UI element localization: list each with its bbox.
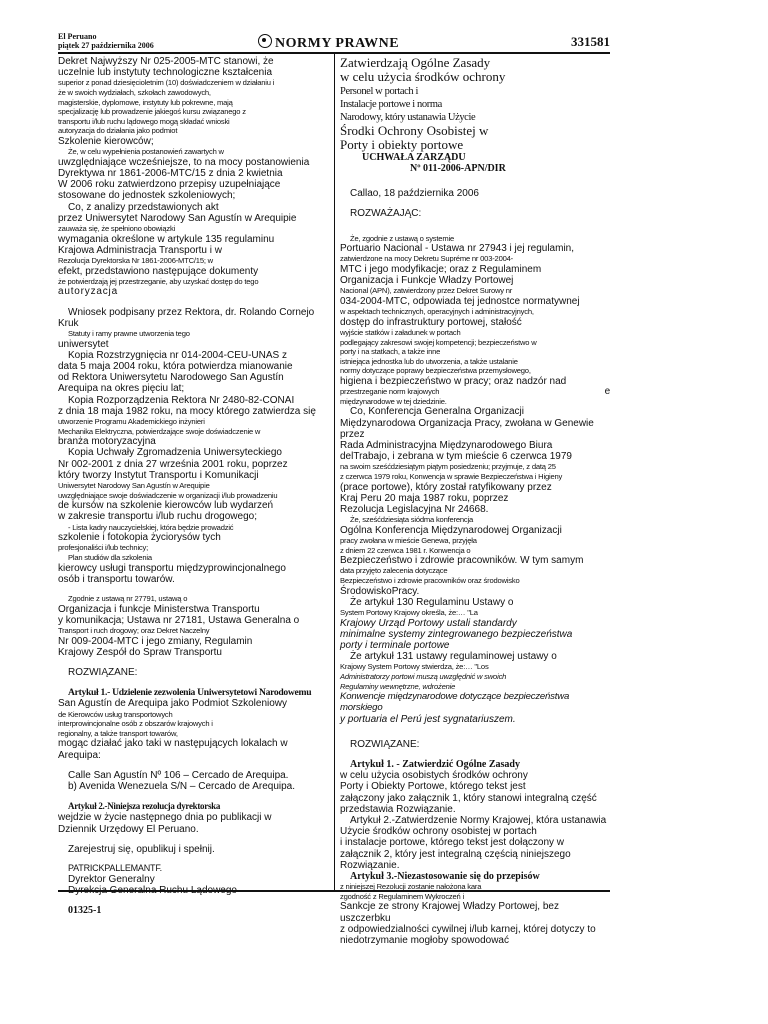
text-line: istniejąca jednostka lub do utworzenia, a także ustalanie bbox=[340, 356, 518, 366]
text-line: Mechanika Elektryczna, potwierdzające swoje doświadczenie w bbox=[58, 426, 261, 436]
text-line: Krajowy Zespół do Spraw Transportu bbox=[58, 646, 222, 658]
article-heading: Artykuł 1.- Udzielenie zezwolenia Uniwersytetowi Narodowemu bbox=[68, 687, 312, 699]
text-line: Transport i ruch drogowy; oraz Dekret Naczelny bbox=[58, 625, 210, 635]
text-line: Rezolucja Dyrektorska Nr 1861-2006-MTC/15; w bbox=[58, 255, 213, 265]
quoted-line: minimalne systemy zintegrowanego bezpieczeństwa bbox=[340, 628, 573, 640]
text-line: Co, z analizy przedstawionych akt bbox=[68, 201, 219, 213]
text-line: uwzględniające swoje doświadczenie w organizacji i/lub prowadzeniu bbox=[58, 490, 278, 500]
quoted-line: Konwencje międzynarodowe dotyczące bezpieczeństwa morskiego bbox=[340, 691, 570, 714]
text-line: (prace portowe), który został ratyfikowany przez bbox=[340, 481, 552, 493]
text-line: Plan studiów dla szkolenia bbox=[68, 552, 152, 562]
text-line: San Agustín de Arequipa jako Podmiot Szkoleniowy bbox=[58, 698, 288, 710]
article-title-line: w celu użycia środków ochrony bbox=[340, 69, 506, 85]
text-line: data przyjęto zalecenia dotyczące bbox=[340, 566, 448, 576]
text-line: Portuario Nacional - Ustawa nr 27943 i jej regulamin, bbox=[340, 243, 575, 255]
article-title-line: Środki Ochrony Osobistej w bbox=[340, 122, 489, 138]
text-line: profesjonaliści i/lub technicy; bbox=[58, 543, 149, 553]
text-line: Że artykuł 131 ustawy regulaminowej ustawy o bbox=[350, 651, 557, 663]
resolution-heading: ROZWIĄZANE: bbox=[68, 666, 138, 678]
text-line: i instalacje portowe, którego tekst jest dołączony w bbox=[340, 837, 564, 849]
text-line: Że artykuł 130 Regulaminu Ustawy o bbox=[350, 596, 514, 608]
text-line: Że, sześćdziesiąta siódma konferencja bbox=[350, 515, 474, 525]
text-line: Statuty i ramy prawne utworzenia tego bbox=[68, 328, 190, 338]
text-line: że potwierdzają jej przestrzeganie, aby uzyskać dostęp do tego bbox=[58, 276, 259, 286]
text-line: Porty i Obiekty Portowe, którego tekst jest bbox=[340, 781, 526, 793]
text-line: kierowcy usługi transportu międzyprowincjonalnego bbox=[58, 562, 286, 574]
resolution-title: UCHWAŁA ZARZĄDU bbox=[362, 152, 466, 164]
text-line: efekt, przedstawiono następujące dokumenty bbox=[58, 265, 259, 277]
text-line: zatwierdzone na mocy Dekretu Supréme nr 003-2004- bbox=[340, 254, 513, 264]
text-line: Dyrektywa nr 1861-2006-MTC/15 z dnia 2 kwietnia bbox=[58, 167, 283, 179]
text-line: z odpowiedzialności cywilnej i/lub karnej, której dotyczy to bbox=[340, 923, 596, 935]
text-line: Szkolenie kierowców; bbox=[58, 135, 154, 147]
text-line: data 5 maja 2004 roku, która potwierdza mianowanie bbox=[58, 360, 293, 372]
text-line: z dnia 18 maja 1982 roku, na mocy którego zatwierdza się bbox=[58, 405, 316, 417]
signatory-name: PATRICKPALLEMANTF. bbox=[68, 863, 162, 873]
text-line: Artykuł 2.-Zatwierdzenie Normy Krajowej, która ustanawia bbox=[350, 814, 607, 826]
text-line: mogąc działać jako taki w następujących lokalach w bbox=[58, 738, 288, 750]
text-line: Bezpieczeństwo i zdrowie pracowników. W tym samym bbox=[340, 555, 584, 567]
article-title-line: Instalacje portowe i norma bbox=[340, 98, 442, 110]
section-label: NORMY PRAWNE bbox=[275, 36, 400, 51]
text-line: Kopia Rozstrzygnięcia nr 014-2004-CEU-UNAS z bbox=[68, 349, 287, 361]
text-line: podlegający zakresowi swojej kompetencji; bezpieczeństwo w bbox=[340, 337, 537, 347]
coat-of-arms-icon bbox=[258, 34, 272, 48]
text-line: Rezolucja Legislacyjna Nr 24668. bbox=[340, 503, 489, 515]
text-line: dostęp do infrastruktury portowej, stałość bbox=[340, 316, 522, 328]
text-line: przez Uniwersytet Narodowy San Agustín w Arequipie bbox=[58, 212, 297, 224]
text-line: Rozwiązanie. bbox=[340, 859, 400, 871]
text-line: Organizacja i Funkcje Władzy Portowej bbox=[340, 275, 514, 287]
text-line: Sankcje ze strony Krajowej Władzy Portowej, bez uszczerbku bbox=[340, 901, 559, 924]
text-line: wymagania określone w artykule 135 regulaminu bbox=[58, 233, 275, 245]
text-line: Ogólna Konferencja Międzynarodowej Organizacji bbox=[340, 524, 562, 536]
article-title-line: Zatwierdzają Ogólne Zasady bbox=[340, 55, 491, 70]
address-line: b) Avenida Wenezuela S/N – Cercado de Arequipa. bbox=[68, 780, 296, 792]
text-line: przedstawia Rozwiązanie. bbox=[340, 803, 456, 815]
text-line: z niniejszej Rezolucji zostanie nałożona kara bbox=[340, 882, 482, 892]
page-number: 331581 bbox=[571, 34, 610, 49]
text-line: stosowane do jednostek szkoleniowych; bbox=[58, 190, 236, 202]
text-line: który tworzy Instytut Transportu i Komunikacji bbox=[58, 469, 259, 481]
text-line: Krajowy System Portowy stwierdza, że:… "Los bbox=[340, 662, 489, 672]
text-fragment: e bbox=[604, 386, 610, 398]
text-line: Nr 002-2001 z dnia 27 września 2001 roku, poprzez bbox=[58, 458, 288, 470]
text-line: transportu i/lub ruchu lądowego mogą składać wnioski bbox=[58, 116, 230, 126]
column-divider bbox=[334, 54, 335, 890]
text-line: interprowincjonalne osób z obszarów krajowych i bbox=[58, 719, 213, 729]
text-line: w aspektach technicznych, operacyjnych i administracyjnych, bbox=[340, 307, 534, 317]
text-line: Arequipa: bbox=[58, 749, 101, 761]
text-line: magisterskie, dyplomowe, instytuty lub pokrewne, mają bbox=[58, 97, 233, 107]
text-line: uniwersytet bbox=[58, 338, 109, 350]
text-line: superior z ponad dziesięcioletnim (10) doświadczeniem w działaniu i bbox=[58, 78, 275, 88]
masthead bbox=[58, 32, 154, 50]
text-line: Organizacja i funkcje Ministerstwa Transportu bbox=[58, 603, 260, 615]
signatory-office: Dyrekcja Generalna Ruchu Lądowego bbox=[68, 884, 237, 896]
text-line: System Portowy Krajowy określa, że:… "La bbox=[340, 607, 478, 617]
document-code: 01325-1 bbox=[68, 905, 102, 916]
signatory-title: Dyrektor Generalny bbox=[68, 873, 155, 885]
quoted-line: Regulaminy wewnętrzne, wdrożenie bbox=[340, 681, 456, 691]
address-line: Calle San Agustín Nº 106 – Cercado de Arequipa. bbox=[68, 769, 289, 781]
issue-date: piątek 27 października 2006 bbox=[58, 41, 154, 50]
text-line: Kopia Rozporządzenia Rektora Nr 2480-82-CONAI bbox=[68, 394, 295, 406]
article-heading: Artykuł 1. - Zatwierdzić Ogólne Zasady bbox=[350, 758, 520, 770]
text-line: Wniosek podpisany przez Rektora, dr. Rolando Cornejo bbox=[68, 306, 315, 318]
text-line: autoryzacja do działania jako podmiot bbox=[58, 126, 178, 136]
page-header bbox=[58, 32, 610, 54]
text-line: 034-2004-MTC, odpowiada tej jednostce normatywnej bbox=[340, 295, 580, 307]
section-title bbox=[258, 34, 399, 52]
text-line: utworzenie Programu Akademickiego inżynieri bbox=[58, 417, 205, 426]
text-line: regionalny, a także transport towarów, bbox=[58, 728, 178, 738]
text-line: Uniwersytet Narodowy San Agustín w Arequipie bbox=[58, 481, 210, 490]
text-line: w zakresie transportu i/lub ruchu drogowego; bbox=[58, 511, 257, 523]
text-line: y komunikacja; Ustawa nr 27181, Ustawa Generalna o bbox=[58, 614, 300, 626]
text-line: Międzynarodowa Organizacja Pracy, zwołana w Genewie przez bbox=[340, 417, 594, 440]
text-fragment: przestrzeganie norm krajowych bbox=[340, 387, 440, 397]
right-column bbox=[340, 56, 610, 946]
text-line: Bezpieczeństwo i zdrowie pracowników oraz środowisko bbox=[340, 575, 520, 585]
text-line: MTC i jego modyfikacje; oraz z Regulaminem bbox=[340, 263, 542, 275]
text-line: Dekret Najwyższy Nr 025-2005-MTC stanowi, że bbox=[58, 56, 274, 67]
left-column bbox=[58, 56, 324, 916]
text-line: ŚrodowiskoPracy. bbox=[340, 585, 420, 597]
text-line: w celu użycia osobistych środków ochrony bbox=[340, 770, 528, 782]
text-line: Użycie środków ochrony osobistej w portach bbox=[340, 826, 537, 838]
place-date: Callao, 18 października 2006 bbox=[350, 188, 479, 200]
text-line: branża motoryzacyjna bbox=[58, 436, 156, 448]
quoted-line: Administratorzy portowi muszą uwzględnić w swoich bbox=[340, 671, 507, 681]
resolution-number: Nº 011-2006-APN/DIR bbox=[410, 163, 506, 175]
text-line: Krajowa Administracja Transportu i w bbox=[58, 244, 222, 256]
text-line: Nr 009-2004-MTC i jego zmiany, Regulamin bbox=[58, 635, 253, 647]
text-line: Co, Konferencja Generalna Organizacji bbox=[350, 406, 524, 418]
text-line: - Lista kadry nauczycielskiej, która będzie prowadzić bbox=[68, 522, 234, 532]
quoted-line: porty i terminale portowe bbox=[340, 639, 450, 651]
article-heading: Artykuł 2.-Niniejsza rezolucja dyrektorska bbox=[68, 801, 221, 812]
text-line: szkolenie i fotokopia życiorysów tych bbox=[58, 532, 221, 544]
article-title-line: Porty i obiekty portowe bbox=[340, 136, 464, 152]
text-line: Rada Administracyjna Międzynarodowego Biura bbox=[340, 439, 553, 451]
text-line: wejdzie w życie następnego dnia po publikacji w bbox=[58, 812, 272, 824]
text-line: autoryzacja bbox=[58, 286, 118, 298]
text-line: Zgodnie z ustawą nr 27791, ustawą o bbox=[68, 593, 188, 603]
text-line: de kursów na szkolenie kierowców lub wydarzeń bbox=[58, 500, 274, 512]
text-line: Zarejestruj się, opublikuj i spełnij. bbox=[68, 843, 215, 855]
text-line: z dniem 22 czerwca 1981 r. Konwencja o bbox=[340, 545, 471, 555]
text-line: od Rektora Uniwersytetu Narodowego San Agustín bbox=[58, 372, 284, 384]
text-line: normy dotyczące poprawy bezpieczeństwa przemysłowego, bbox=[340, 366, 531, 376]
text-line: Kraj Peru 20 maja 1987 roku, poprzez bbox=[340, 492, 509, 504]
text-line: Arequipa na okres pięciu lat; bbox=[58, 383, 185, 395]
text-line: z czerwca 1979 roku, Konwencja w sprawie Bezpieczeństwa i Higieny bbox=[340, 471, 563, 481]
text-line: że w swoich wydziałach, szkołach zawodowych, bbox=[58, 88, 211, 97]
text-line: Kopia Uchwały Zgromadzenia Uniwersyteckiego bbox=[68, 447, 282, 459]
text-line: załącznik 2, który jest integralną częścią niniejszego bbox=[340, 848, 571, 860]
text-line: Kruk bbox=[58, 317, 79, 329]
text-line: Że, zgodnie z ustawą o systemie bbox=[350, 233, 454, 243]
text-line: W 2006 roku zatwierdzono przepisy uzupełniające bbox=[58, 179, 281, 191]
quoted-line: y portuaria el Perú jest sygnatariuszem. bbox=[340, 713, 516, 725]
text-line: niedotrzymanie mogłoby spowodować bbox=[340, 934, 509, 946]
text-line: uczelnie lub instytuty technologiczne kształcenia bbox=[58, 67, 273, 79]
text-line: uwzględniające wcześniejsze, to na mocy postanowienia bbox=[58, 156, 310, 168]
text-line: wyjście statków i załadunek w portach bbox=[340, 327, 461, 337]
considering-heading: ROZWAŻAJĄC: bbox=[350, 208, 422, 220]
newspaper-name: El Peruano bbox=[58, 32, 97, 41]
text-line: porty i na statkach, a także inne bbox=[340, 347, 441, 357]
article-title-line: Narodowy, który ustanawia Użycie bbox=[340, 111, 476, 123]
text-line: Nacional (APN), zatwierdzony przez Dekret Surowy nr bbox=[340, 286, 513, 296]
resolution-heading: ROZWIĄZANE: bbox=[350, 738, 420, 750]
text-line: specjalizację lub prowadzenie jakiegoś kursu związanego z bbox=[58, 107, 246, 117]
text-line: na swoim sześćdziesiątym piątym posiedzeniu; przyjmuje, z datą 25 bbox=[340, 462, 556, 472]
text-line: zauważa się, że spełniono obowiązki bbox=[58, 223, 176, 233]
text-line: de Kierowców usług transportowych bbox=[58, 709, 173, 719]
text-line: załączony jako załącznik 1, który stanowi integralną część bbox=[340, 792, 597, 804]
text-line: międzynarodowe w tej dziedzinie. bbox=[340, 396, 447, 406]
text-line: delTrabajo, i zebrana w tym mieście 6 czerwca 1979 bbox=[340, 451, 572, 463]
newspaper-page bbox=[58, 32, 610, 962]
text-line: osób i transportu towarów. bbox=[58, 573, 175, 585]
text-line: pracy zwołana w mieście Genewa, przyjęła bbox=[340, 535, 477, 545]
article-heading: Artykuł 3.-Niezastosowanie się do przepisów bbox=[350, 870, 540, 882]
text-line: zgodność z Regulaminem Wykroczeń i bbox=[340, 891, 464, 901]
quoted-line: Krajowy Urząd Portowy ustali standardy bbox=[340, 617, 517, 629]
text-line bbox=[340, 387, 610, 397]
footer-rule bbox=[58, 890, 610, 892]
text-line: Że, w celu wypełnienia postanowień zawartych w bbox=[68, 147, 224, 157]
article-title-line: Personel w portach i bbox=[340, 85, 419, 97]
text-line: higiena i bezpieczeństwo w pracy; oraz nadzór nad bbox=[340, 375, 567, 387]
text-line: Dziennik Urzędowy El Peruano. bbox=[58, 823, 199, 835]
